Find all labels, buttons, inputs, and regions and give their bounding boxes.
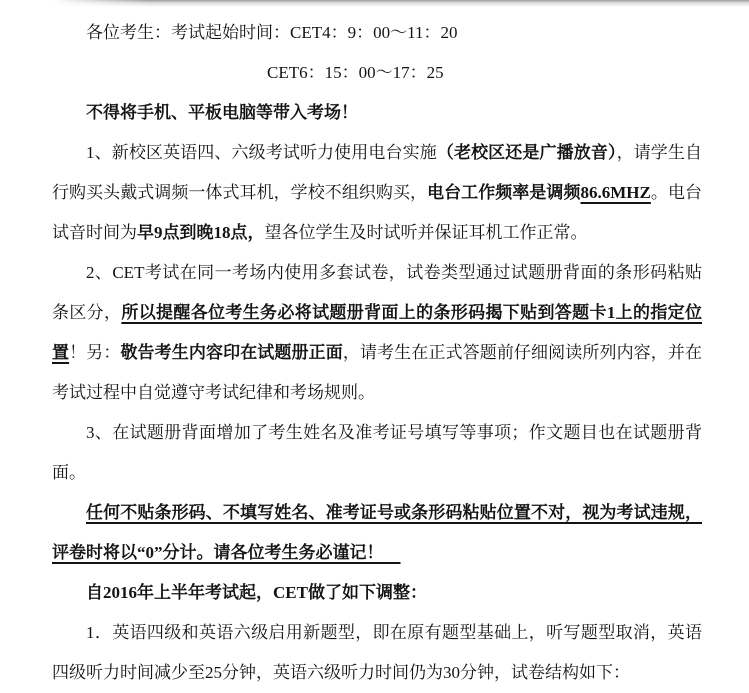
window-top-shadow <box>52 0 749 7</box>
notice-item-1 <box>52 133 702 253</box>
notice-item-3 <box>52 413 702 493</box>
text-segment: 电台工作频率是调频 <box>427 183 581 202</box>
text-segment: 1、新校区英语四、六级考试听力使用电台实施 <box>86 143 437 162</box>
text-segment: 自2016年上半年考试起，CET做了如下调整： <box>86 583 427 602</box>
text-segment: 2、CET考试在同一考场内使用多套试卷，试卷类型通过试题册背面的条形码粘贴条区分， <box>52 263 702 322</box>
cet6-time-line <box>52 53 702 93</box>
text-segment: ，请考生在正式答题前仔细阅读所列内容，并在考试过程中自觉遵守考试纪律和考场规则。 <box>52 343 703 402</box>
text-segment: 所以提醒各位考生务必将试题册背面上的条形码揭下贴到答题卡1上的指定位置 <box>52 303 703 362</box>
notice-item-2 <box>52 253 702 413</box>
text-segment: ！另： <box>69 343 121 362</box>
text-segment: 敬告考生内容印在试题册正面 <box>120 343 343 362</box>
barcode-zero-score-warning <box>52 493 702 573</box>
text-segment: 不得将手机、平板电脑等带入考场！ <box>86 103 358 122</box>
text-segment: 任何不贴条形码、不填写姓名、准考证号或条形码粘贴位置不对，视为考试违规，评卷时将以“0”分计。请各位考生务必谨记！ <box>52 503 702 562</box>
text-segment: （老校区还是广播放音） <box>436 143 617 162</box>
cet-2016-changes-heading <box>52 573 702 613</box>
text-segment: 望各位学生及时试听并保证耳机工作正常。 <box>264 223 588 242</box>
text-segment: 各位考生：考试起始时间：CET4：9：00～11：20 <box>86 23 458 42</box>
no-devices-warning <box>52 93 702 133</box>
text-segment: 。电台试音时间为 <box>52 183 703 242</box>
exam-start-time-line <box>52 13 702 53</box>
text-segment: 早9点到晚18点， <box>137 223 265 242</box>
document-body <box>52 13 702 693</box>
new-question-types-item <box>52 613 702 693</box>
text-segment: ，请学生自行购买头戴式调频一体式耳机，学校不组织购买， <box>52 143 703 202</box>
text-segment: CET6：15：00～17：25 <box>267 63 444 82</box>
text-segment: 3、在试题册背面增加了考生姓名及准考证号填写等事项；作文题目也在试题册背面。 <box>52 423 702 482</box>
text-segment: 86.6MHZ <box>580 183 651 202</box>
text-segment: 1．英语四级和英语六级启用新题型，即在原有题型基础上，听写题型取消，英语四级听力时间减少至25分钟，英语六级听力时间仍为30分钟，试卷结构如下： <box>52 623 702 682</box>
text-segment <box>384 543 401 562</box>
